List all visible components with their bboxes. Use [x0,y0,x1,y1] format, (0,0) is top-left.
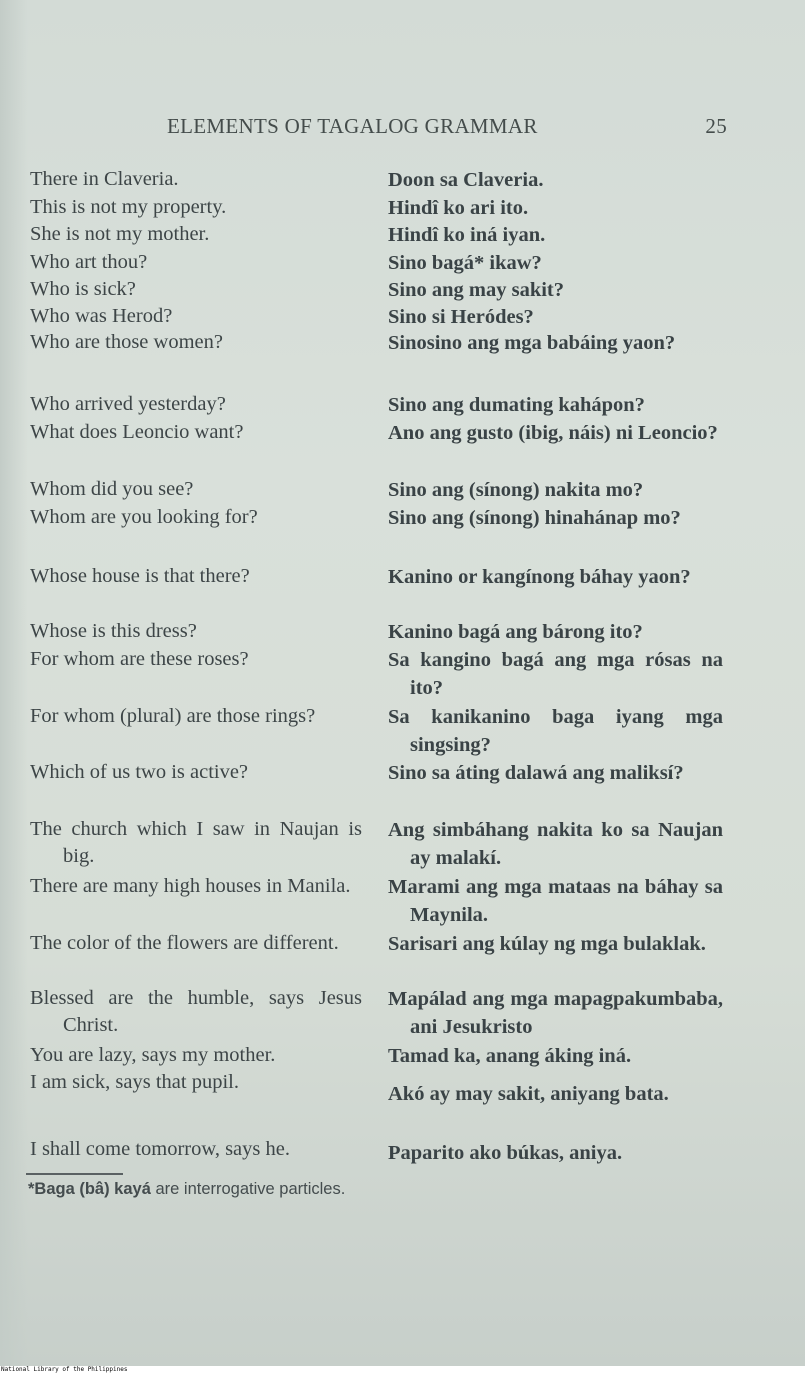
tagalog-sentence: Sino si Heródes? [388,306,534,328]
tagalog-sentence: Mapálad ang mga mapagpakumbaba, ani Jesukristo [388,988,723,1038]
footnote-marker: * [28,1180,35,1198]
footnote-rule [26,1173,123,1175]
tagalog-sentence: Sinosino ang mga babáing yaon? [388,332,676,354]
english-sentence: There are many high houses in Manila. [30,875,351,897]
english-sentence: You are lazy, says my mother. [30,1044,276,1066]
tagalog-sentence: Sino ang (sínong) hinahánap mo? [388,507,681,529]
english-sentence: Who arrived yesterday? [30,393,226,415]
english-sentence: For whom (plural) are those rings? [30,705,316,727]
tagalog-sentence: Kanino bagá ang bárong ito? [388,621,643,643]
tagalog-sentence: Marami ang mga mataas na báhay sa Maynila. [388,876,723,926]
library-credit: National Library of the Philippines [1,1366,128,1373]
tagalog-sentence: Tamad ka, anang áking iná. [388,1045,632,1067]
english-sentence: Which of us two is active? [30,761,249,783]
english-sentence: For whom are these roses? [30,648,249,670]
english-sentence: What does Leoncio want? [30,421,244,443]
running-title: ELEMENTS OF TAGALOG GRAMMAR [167,114,538,138]
english-sentence: Whose is this dress? [30,620,197,642]
tagalog-sentence: Sa kangino bagá ang mga rósas na ito? [388,649,723,699]
tagalog-sentence: Sino sa áting dalawá ang maliksí? [388,762,684,784]
footnote-text: are interrogative particles. [150,1180,346,1198]
english-sentence: This is not my property. [30,196,227,218]
footnote-particles: Baga (bâ) kayá [34,1180,151,1198]
tagalog-sentence: Hindî ko ari ito. [388,197,529,219]
english-sentence: Who is sick? [30,278,136,300]
english-sentence: Who are those women? [30,331,223,353]
english-sentence: Whose house is that there? [30,565,250,587]
english-sentence: Who was Herod? [30,305,173,327]
english-sentence: Who art thou? [30,251,148,273]
english-sentence: Blessed are the humble, says Jesus Christ. [30,987,362,1036]
tagalog-sentence: Akó ay may sakit, aniyang bata. [388,1083,669,1105]
tagalog-sentence: Sino bagá* ikaw? [388,252,542,274]
english-sentence: She is not my mother. [30,223,210,245]
tagalog-sentence: Doon sa Claveria. [388,169,544,191]
page-number: 25 [705,114,727,138]
english-sentence: Whom are you looking for? [30,506,258,528]
english-sentence: Whom did you see? [30,478,194,500]
tagalog-sentence: Sino ang may sakit? [388,279,565,301]
english-sentence: The color of the flowers are different. [30,932,339,954]
english-sentence: I shall come tomorrow, says he. [30,1138,290,1160]
english-sentence: The church which I saw in Naujan is big. [30,818,362,867]
tagalog-sentence: Ang simbáhang nakita ko sa Naujan ay malakí. [388,819,723,869]
tagalog-sentence: Ano ang gusto (ibig, náis) ni Leoncio? [388,422,718,444]
tagalog-sentence: Sino ang dumating kahápon? [388,394,645,416]
tagalog-sentence: Sa kanikanino baga iyang mga singsing? [388,706,723,756]
english-sentence: There in Claveria. [30,168,179,190]
footnote [28,1180,345,1199]
tagalog-sentence: Sino ang (sínong) nakita mo? [388,479,644,501]
tagalog-sentence: Paparito ako búkas, aniya. [388,1142,623,1164]
tagalog-sentence: Kanino or kangínong báhay yaon? [388,566,691,588]
tagalog-sentence: Hindî ko iná iyan. [388,224,546,246]
english-sentence: I am sick, says that pupil. [30,1071,239,1093]
tagalog-sentence: Sarisari ang kúlay ng mga bulaklak. [388,933,706,955]
